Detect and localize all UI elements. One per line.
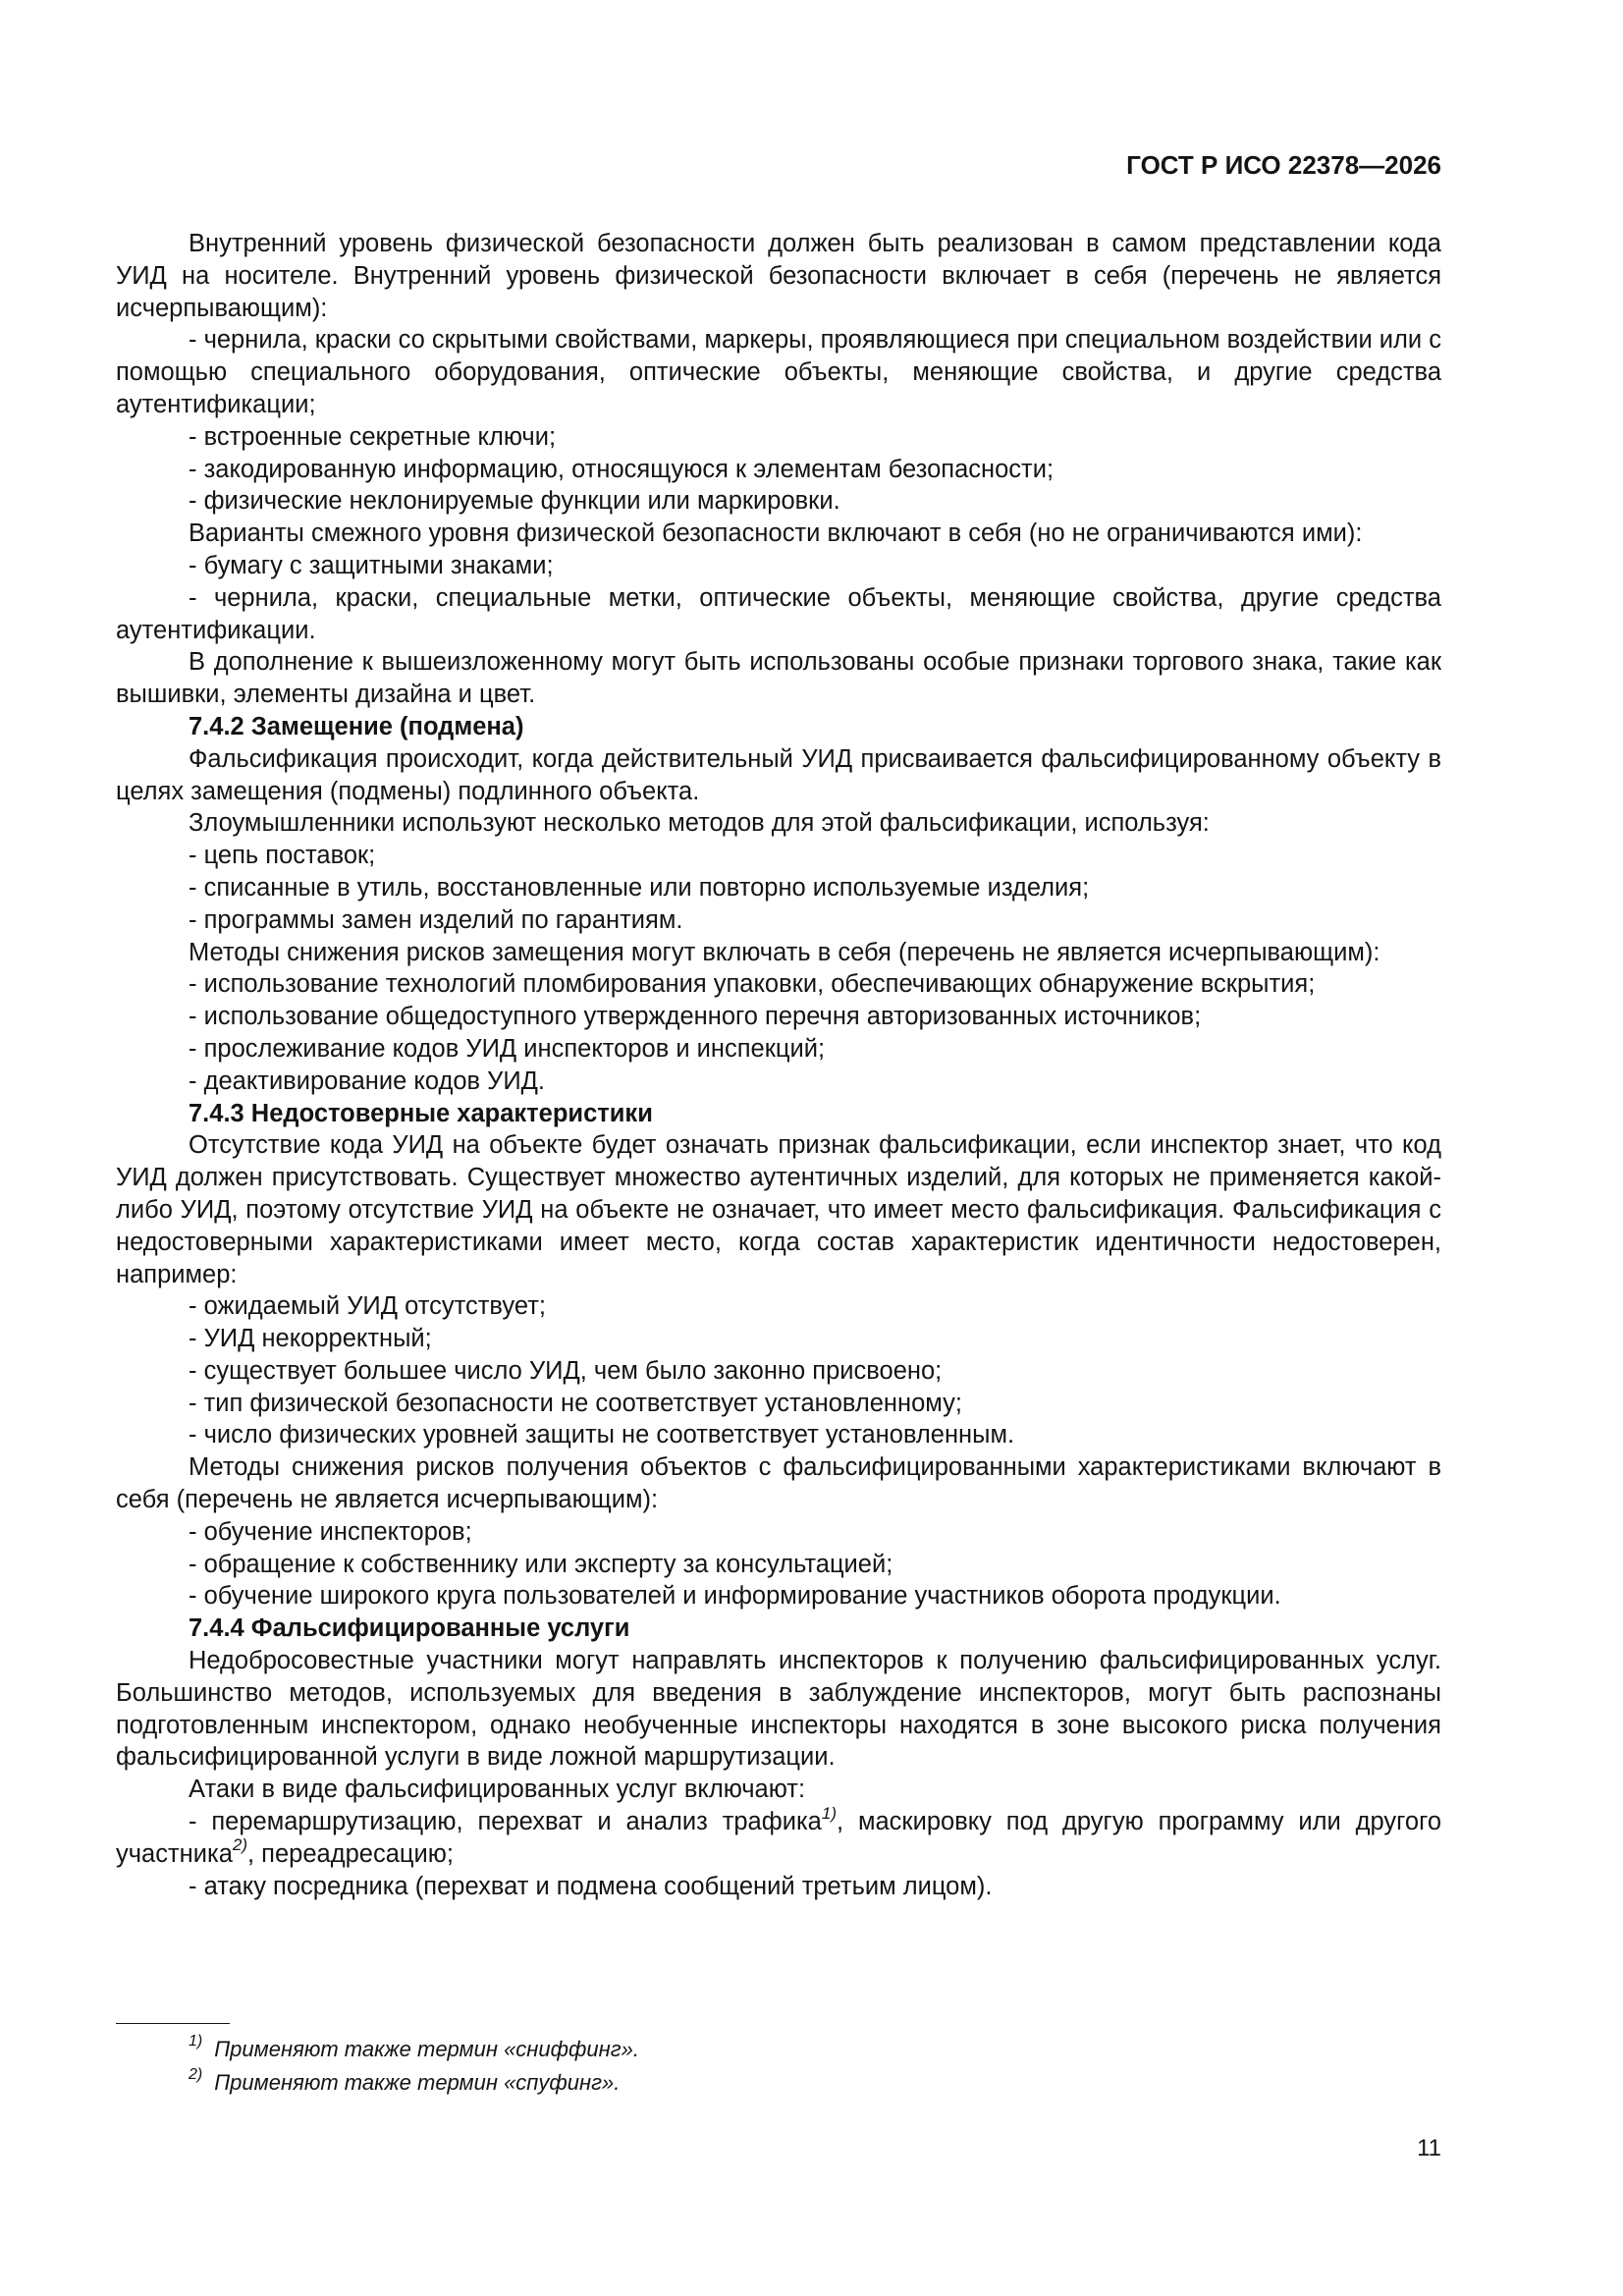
paragraph: Методы снижения рисков получения объектов с фальсифицированными характеристиками включают в себя (перечень не является исчерпывающим): [116,1453,1441,1514]
footnote-text: Применяют также термин «спуфинг». [214,2070,621,2095]
paragraph: Внутренний уровень физической безопасности должен быть реализован в самом представлении кода УИД на носителе. Внутренний уровень физической безопасности включает в себя (перечень не является исчерпывающим): [116,230,1441,322]
list-item: - чернила, краски, специальные метки, оптические объекты, меняющие свойства, другие средства аутентификации. [116,583,1441,644]
list-item: - списанные в утиль, восстановленные или повторно используемые изделия; [189,873,1090,902]
list-item: - обращение к собственнику или эксперту за консультацией; [189,1550,893,1578]
list-item: - прослеживание кодов УИД инспекторов и инспекций; [189,1034,826,1063]
list-item: - тип физической безопасности не соответствует установленному; [189,1389,962,1417]
document-body [116,228,1441,1902]
footnote [189,2033,1441,2066]
footnote [189,2066,1441,2100]
list-item: - чернила, краски со скрытыми свойствами, маркеры, проявляющиеся при специальном воздействии или с помощью специального оборудования, оптические объекты, меняющие свойства, и другие средства аутентификации; [116,326,1441,418]
paragraph: Фальсификация происходит, когда действительный УИД присваивается фальсифицированному объекту в целях замещения (подмены) подлинного объекта. [116,744,1441,805]
list-item: - ожидаемый УИД отсутствует; [189,1292,546,1321]
footnote-divider [116,2023,230,2024]
list-item: - атаку посредника (перехват и подмена сообщений третьим лицом). [189,1872,993,1900]
list-item: - физические неклонируемые функции или маркировки. [189,487,840,516]
list-item: - использование общедоступного утвержденного перечня авторизованных источников; [189,1003,1202,1031]
list-item: - существует большее число УИД, чем было законно присвоено; [189,1356,943,1385]
list-item-text: - перемаршрутизацию, перехват и анализ трафика [189,1808,822,1836]
list-item-text: , переадресацию; [247,1839,454,1868]
footnote-mark: 1) [189,2032,203,2050]
paragraph: Недобросовестные участники могут направлять инспекторов к получению фальсифицированных услуг. Большинство методов, используемых для введения в заблуждение инспекторов, могут быть распознаны подготовленным инспектором, однако необученные инспекторы находятся в зоне высокого риска получения фальсифицированной услуги в виде ложной маршрутизации. [116,1647,1441,1772]
footnote-ref-1[interactable]: 1) [821,1803,837,1823]
paragraph: Отсутствие кода УИД на объекте будет означать признак фальсификации, если инспектор знает, что код УИД должен присутствовать. Существует множество аутентичных изделий, для которых не применяется какой-либо УИД, поэтому отсутствие УИД на объекте не означает, что имеет место фальсификация. Фальсификация с недостоверными характеристиками имеет место, когда состав характеристик идентичности недостоверен, например: [116,1131,1441,1288]
list-item: - использование технологий пломбирования упаковки, обеспечивающих обнаружение вскрытия; [189,970,1316,999]
list-item: - обучение широкого круга пользователей и информирование участников оборота продукции. [189,1582,1281,1611]
footnotes [116,2033,1441,2100]
section-heading-7-4-3: 7.4.3 Недостоверные характеристики [189,1099,653,1127]
list-item: - программы замен изделий по гарантиям. [189,905,683,934]
paragraph: Варианты смежного уровня физической безопасности включают в себя (но не ограничиваются ими): [189,519,1363,548]
list-item: - цепь поставок; [189,842,376,870]
paragraph: Атаки в виде фальсифицированных услуг включают: [189,1776,806,1804]
document-header: ГОСТ Р ИСО 22378—2026 [1126,150,1441,180]
list-item: - число физических уровней защиты не соответствует установленным. [189,1421,1015,1449]
list-item-text: , маскировку под другую программу или другого участника [116,1808,1441,1868]
paragraph: Злоумышленники используют несколько методов для этой фальсификации, используя: [189,809,1210,838]
paragraph: В дополнение к вышеизложенному могут быть использованы особые признаки торгового знака, такие как вышивки, элементы дизайна и цвет. [116,648,1441,709]
list-item: - деактивирование кодов УИД. [189,1066,546,1095]
section-heading-7-4-4: 7.4.4 Фальсифицированные услуги [189,1614,630,1643]
footnote-mark: 2) [189,2065,203,2083]
footnote-text: Применяют также термин «сниффинг». [214,2037,639,2061]
list-item: - обучение инспекторов; [189,1517,472,1546]
list-item: - встроенные секретные ключи; [189,422,557,451]
footnote-ref-2[interactable]: 2) [232,1835,247,1855]
section-heading-7-4-2: 7.4.2 Замещение (подмена) [189,712,524,740]
paragraph: Методы снижения рисков замещения могут включать в себя (перечень не является исчерпывающим): [189,938,1380,966]
list-item [116,1803,1441,1871]
list-item: - УИД некорректный; [189,1325,432,1353]
list-item: - бумагу с защитными знаками; [189,551,554,579]
page-number: 11 [1417,2135,1441,2161]
list-item: - закодированную информацию, относящуюся к элементам безопасности; [189,455,1055,483]
